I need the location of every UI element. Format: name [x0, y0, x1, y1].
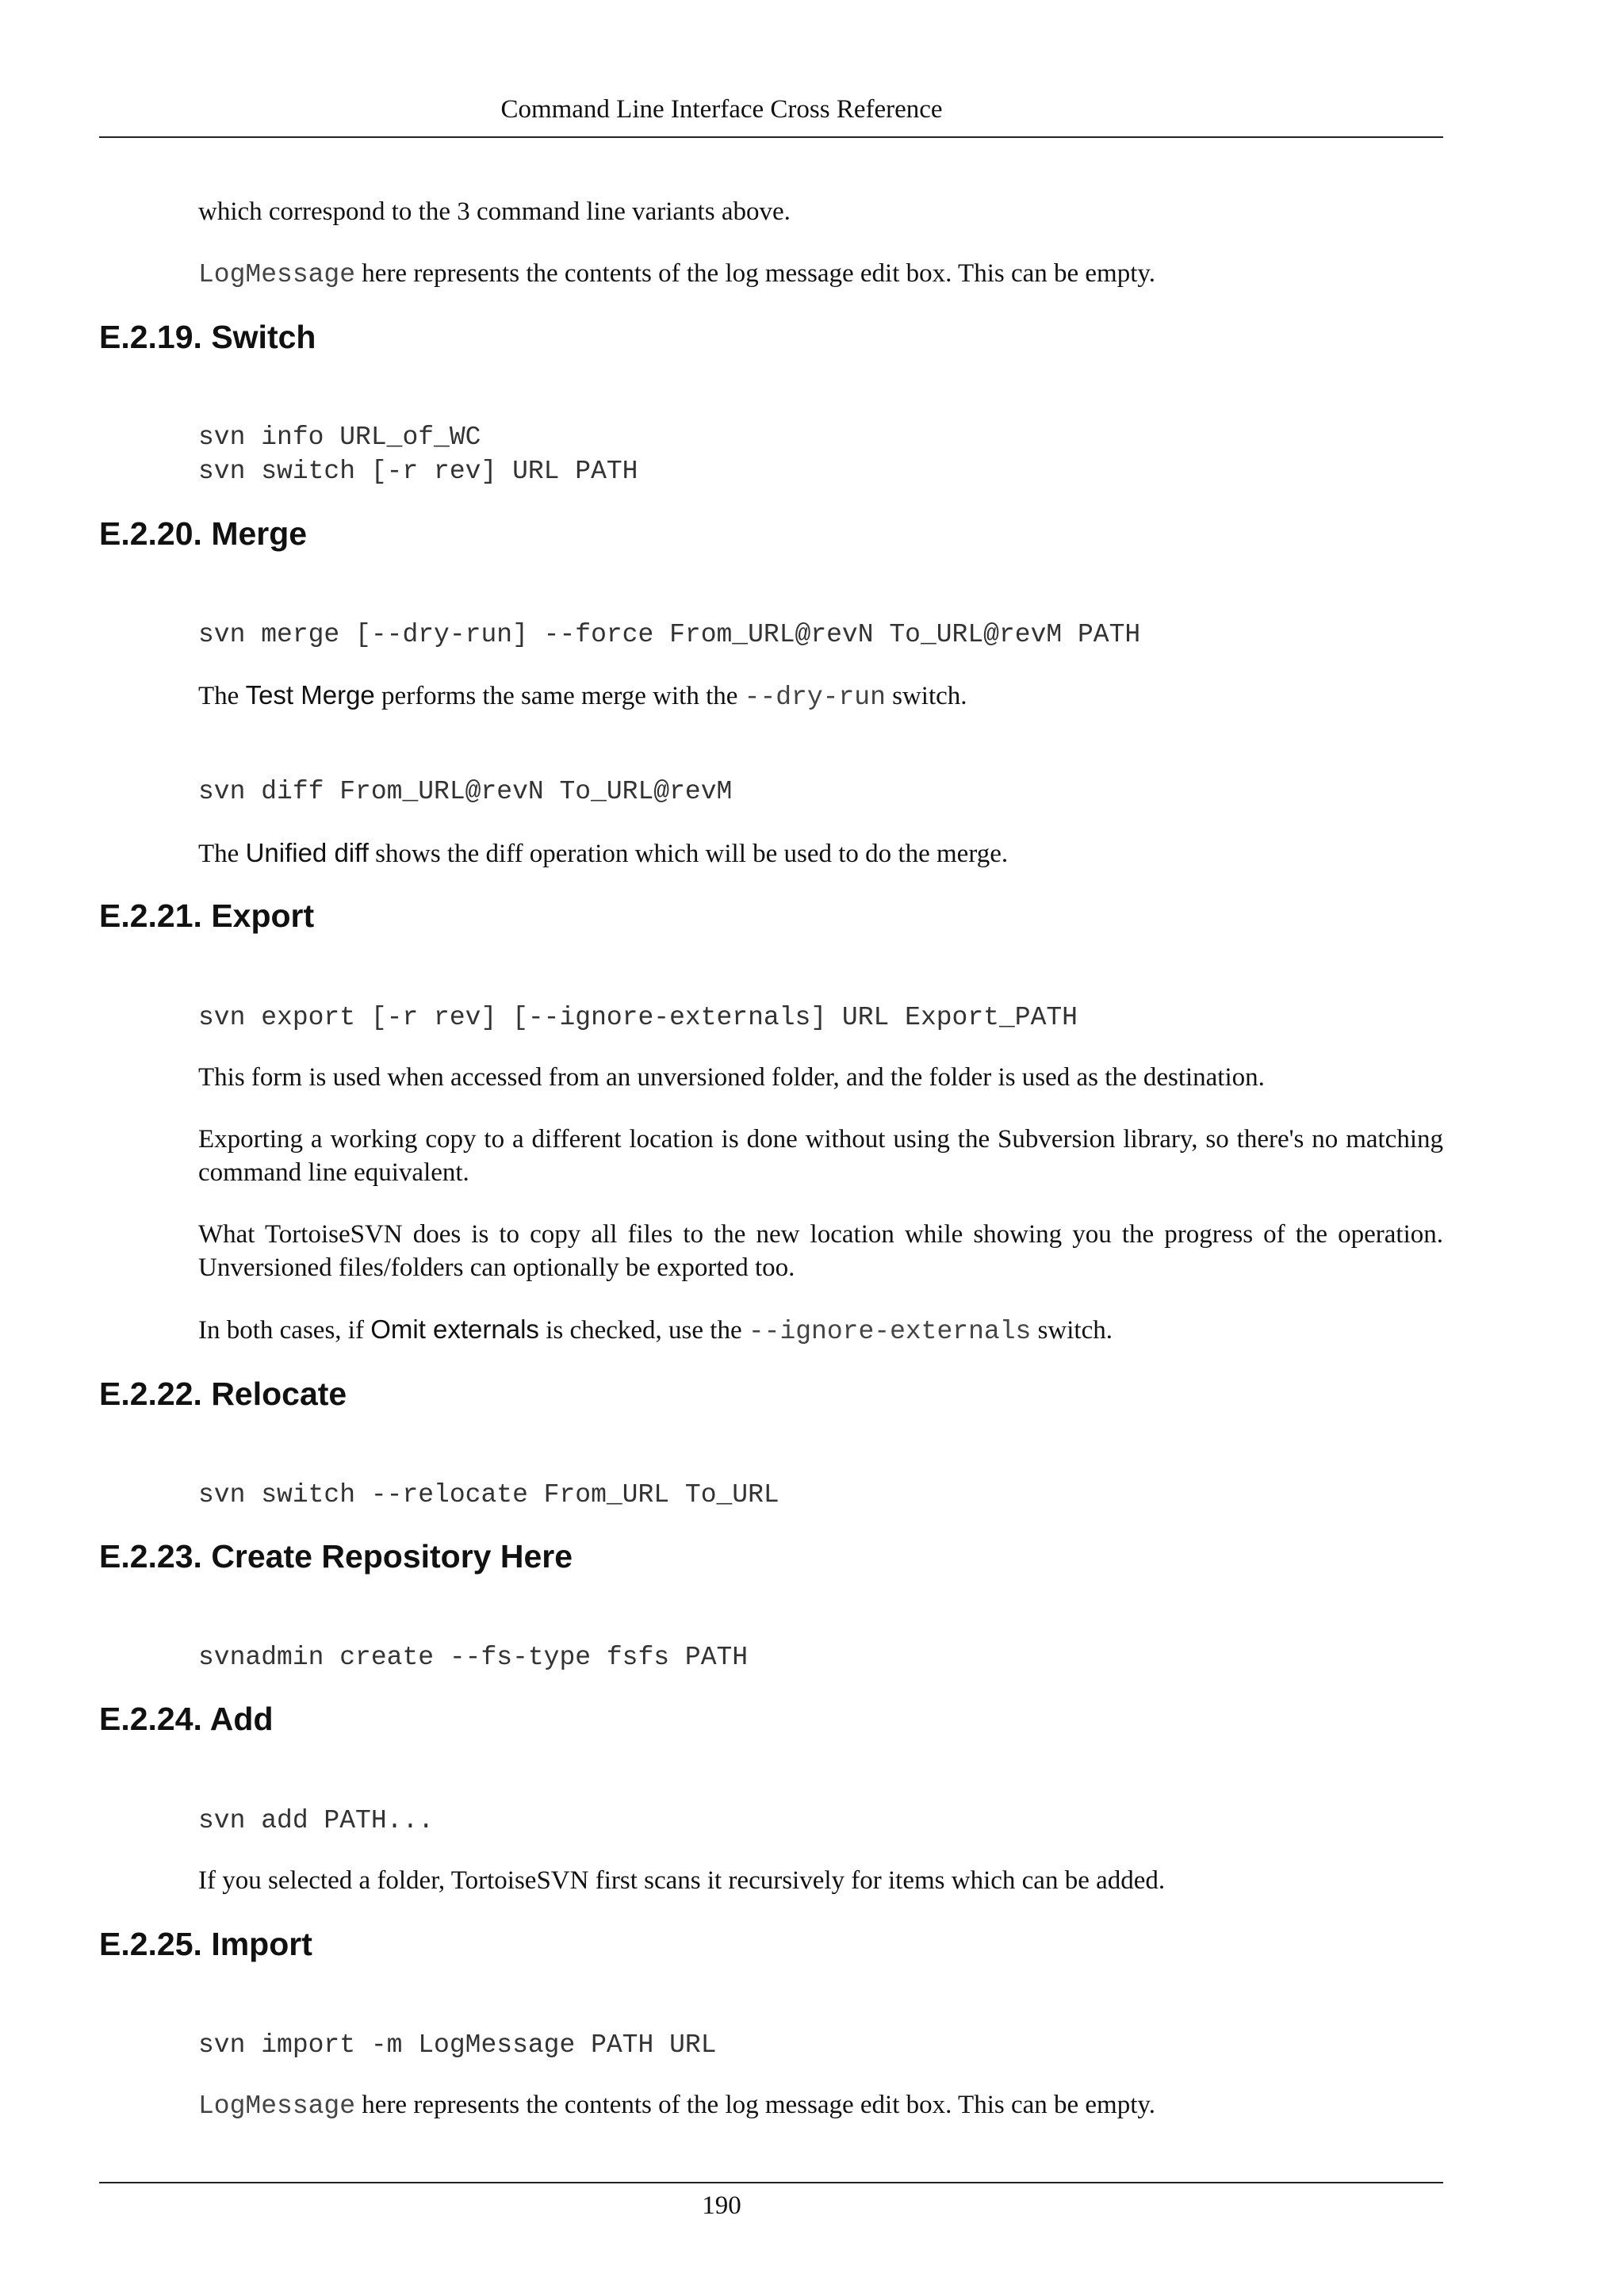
- section-heading-switch: E.2.19. Switch: [99, 319, 316, 355]
- inline-code: LogMessage: [198, 260, 356, 289]
- inline-code: --ignore-externals: [748, 1317, 1032, 1346]
- import-paragraph: LogMessage here represents the contents of the log message edit box. This can be empty.: [198, 2091, 1155, 2121]
- gui-label: Test Merge: [245, 680, 375, 710]
- page-number: 190: [702, 2191, 741, 2220]
- merge-paragraph: The Test Merge performs the same merge with the --dry-run switch.: [198, 680, 967, 712]
- section-heading-create-repository: E.2.23. Create Repository Here: [99, 1538, 573, 1575]
- export-paragraph: Exporting a working copy to a different location is done without using the Subversion library, so there's no matching command line equivalent.: [198, 1125, 1443, 1187]
- code-line: svn add PATH...: [198, 1806, 435, 1835]
- section-heading-relocate: E.2.22. Relocate: [99, 1376, 347, 1412]
- export-paragraph: This form is used when accessed from an unversioned folder, and the folder is used as the destination.: [198, 1063, 1265, 1092]
- code-line: svn export [-r rev] [--ignore-externals] URL Export_PATH: [198, 1003, 1078, 1032]
- gui-label: Omit externals: [370, 1314, 539, 1344]
- code-line: svn merge [--dry-run] --force From_URL@revN To_URL@revM PATH: [198, 620, 1141, 649]
- footer-rule: [99, 2182, 1443, 2183]
- code-line: svn import -m LogMessage PATH URL: [198, 2030, 717, 2060]
- section-heading-import: E.2.25. Import: [99, 1926, 312, 1962]
- export-paragraph: What TortoiseSVN does is to copy all files to the new location while showing you the progress of the operation. Unversioned files/folders can optionally be exported too.: [198, 1220, 1443, 1282]
- code-line: svn diff From_URL@revN To_URL@revM: [198, 777, 733, 806]
- section-heading-merge: E.2.20. Merge: [99, 515, 308, 552]
- code-line: svn info URL_of_WC: [198, 423, 481, 452]
- merge-paragraph: The Unified diff shows the diff operation which will be used to do the merge.: [198, 838, 1009, 868]
- code-line: svnadmin create --fs-type fsfs PATH: [198, 1643, 749, 1672]
- section-heading-add: E.2.24. Add: [99, 1701, 274, 1737]
- intro-paragraph: which correspond to the 3 command line variants above.: [198, 197, 791, 226]
- code-line: svn switch --relocate From_URL To_URL: [198, 1480, 779, 1510]
- add-paragraph: If you selected a folder, TortoiseSVN first scans it recursively for items which can be added.: [198, 1866, 1166, 1895]
- section-heading-export: E.2.21. Export: [99, 897, 315, 934]
- running-header: Command Line Interface Cross Reference: [500, 95, 943, 124]
- gui-label: Unified diff: [245, 838, 369, 867]
- logmessage-note: LogMessage here represents the contents of the log message edit box. This can be empty.: [198, 259, 1155, 289]
- header-rule: [99, 136, 1443, 138]
- code-line: svn switch [-r rev] URL PATH: [198, 457, 638, 486]
- export-paragraph: In both cases, if Omit externals is checked, use the --ignore-externals switch.: [198, 1314, 1113, 1346]
- inline-code: --dry-run: [744, 683, 886, 712]
- inline-code: LogMessage: [198, 2091, 356, 2121]
